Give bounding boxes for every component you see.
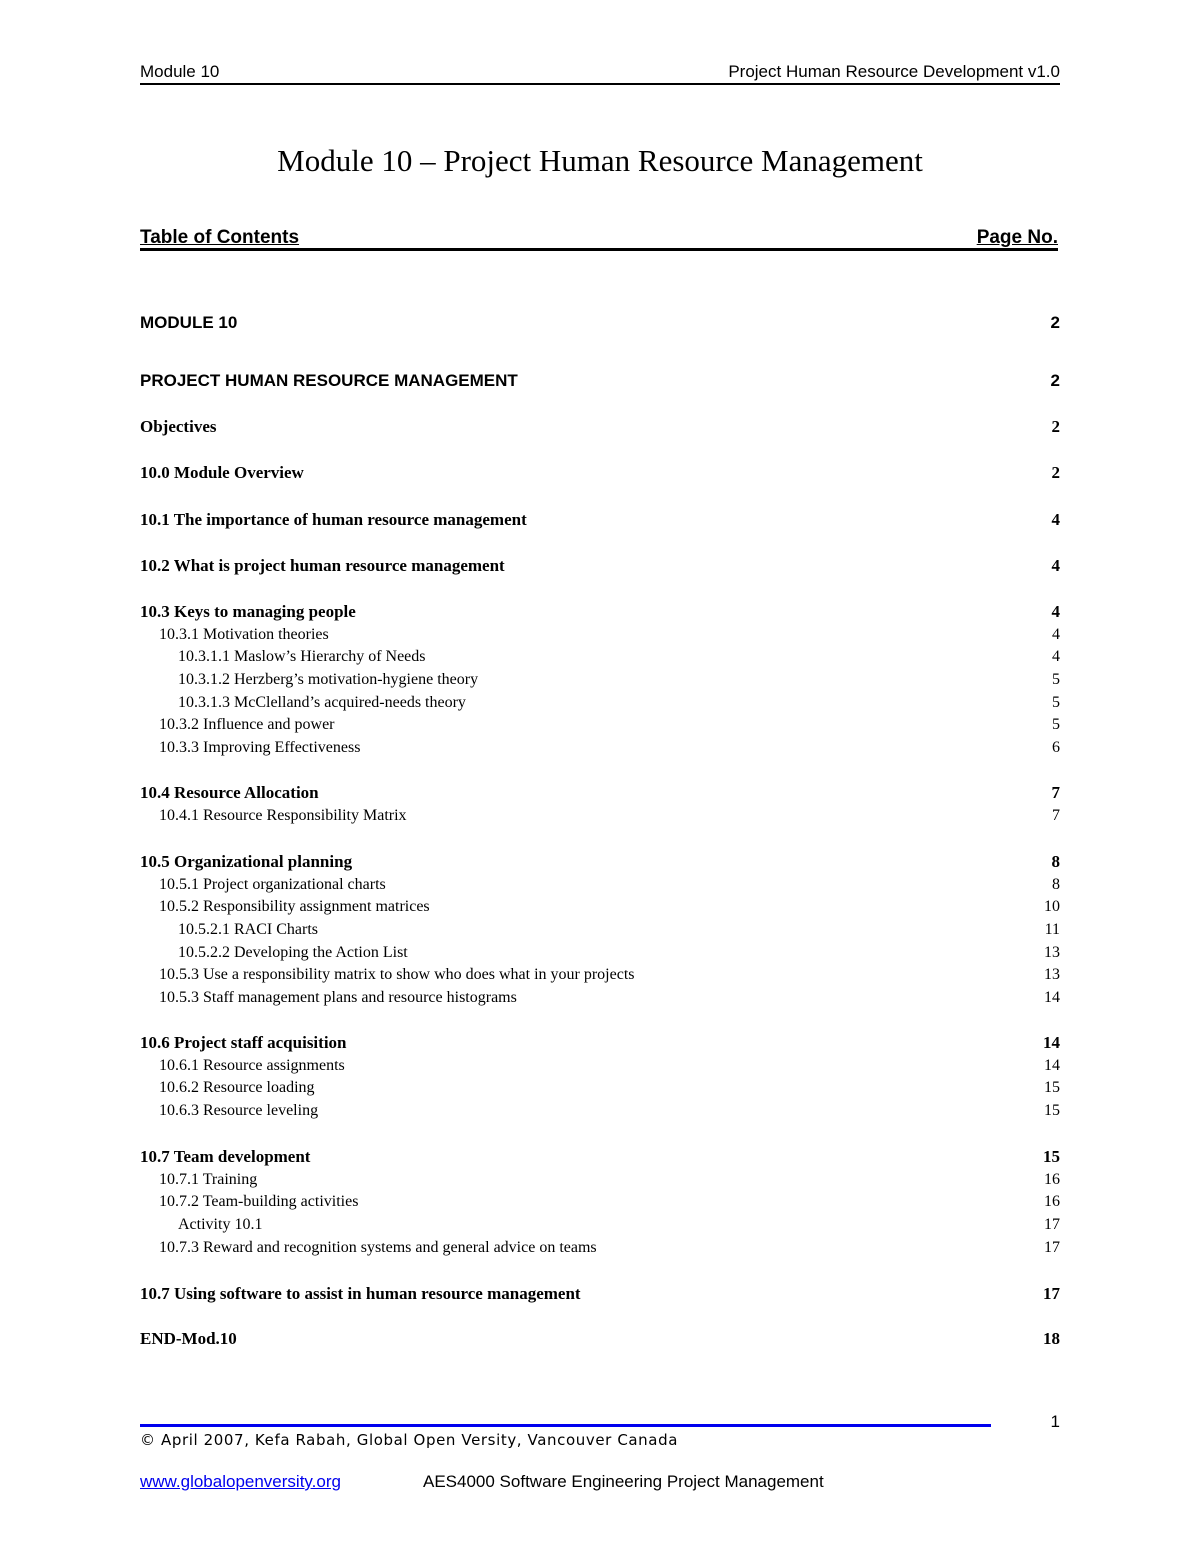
toc-entry-title: MODULE 10 (140, 313, 238, 332)
toc-entry-page: 11 (1044, 921, 1060, 938)
toc-entry[interactable] (140, 987, 1060, 1009)
toc-entry-title: 10.3.1 Motivation theories (159, 626, 329, 643)
toc-entry-title: Objectives (140, 417, 217, 436)
toc-entry[interactable] (140, 851, 1060, 873)
toc-entry-page: 10 (1044, 898, 1060, 915)
toc-entry-title: 10.3.1.1 Maslow’s Hierarchy of Needs (178, 648, 426, 665)
toc-entry-page: 2 (1051, 463, 1060, 482)
toc-entry-page: 7 (1052, 807, 1060, 824)
toc-entry[interactable] (140, 601, 1060, 623)
toc-entry[interactable] (140, 370, 1060, 392)
toc-entry-page: 17 (1044, 1239, 1060, 1256)
toc-entry[interactable] (140, 714, 1060, 736)
toc-entry-page: 4 (1051, 556, 1060, 575)
toc-entry-title: 10.5.3 Use a responsibility matrix to show who does what in your projects (159, 966, 635, 983)
toc-entry-page: 5 (1052, 671, 1060, 688)
toc-entry-page: 15 (1043, 1147, 1060, 1166)
toc-entry-page: 17 (1043, 1284, 1060, 1303)
toc-entry-title: 10.6.3 Resource leveling (159, 1102, 319, 1119)
toc-entry-title: 10.6.1 Resource assignments (159, 1057, 345, 1074)
toc-entry-title: 10.5 Organizational planning (140, 852, 353, 871)
toc-entry-title: 10.4 Resource Allocation (140, 783, 319, 802)
toc-entry-page: 16 (1044, 1193, 1060, 1210)
toc-entry[interactable] (140, 1237, 1060, 1259)
toc-entry-page: 15 (1044, 1102, 1060, 1119)
toc-entry-title: 10.4.1 Resource Responsibility Matrix (159, 807, 407, 824)
toc-entry-page: 2 (1050, 371, 1060, 390)
toc-entry-page: 7 (1051, 783, 1060, 802)
toc-page-heading: Page No. (976, 227, 1058, 248)
toc-entry-title: 10.3 Keys to managing people (140, 602, 356, 621)
toc-entry[interactable] (140, 805, 1060, 827)
header-document-title: Project Human Resource Development v1.0 (728, 62, 1060, 81)
toc-entry-title: 10.0 Module Overview (140, 463, 304, 482)
toc-entry-page: 4 (1051, 510, 1060, 529)
toc-entry-title: 10.7.1 Training (159, 1171, 258, 1188)
toc-entry-page: 6 (1052, 739, 1060, 756)
toc-entry[interactable] (140, 919, 1060, 941)
toc-heading-divider (140, 248, 1058, 251)
toc-entry-title: 10.3.1.3 McClelland’s acquired-needs theory (178, 694, 466, 711)
toc-entry[interactable] (140, 509, 1060, 531)
toc-entry-page: 2 (1051, 417, 1060, 436)
toc-entry-title: 10.5.2 Responsibility assignment matrices (159, 898, 430, 915)
toc-heading: Table of Contents (140, 227, 300, 248)
toc-entry-page: 8 (1051, 852, 1060, 871)
toc-entry[interactable] (140, 896, 1060, 918)
toc-entry-title: 10.3.1.2 Herzberg’s motivation-hygiene theory (178, 671, 479, 688)
toc-entry-page: 15 (1044, 1079, 1060, 1096)
toc-entry-page: 4 (1052, 626, 1060, 643)
toc-entry-title: 10.1 The importance of human resource management (140, 510, 527, 529)
toc-entry-page: 13 (1044, 966, 1060, 983)
toc-entry-title: END-Mod.10 (140, 1329, 237, 1348)
toc-entry[interactable] (140, 416, 1060, 438)
toc-entry[interactable] (140, 312, 1060, 334)
footer-website-link[interactable]: www.globalopenversity.org (140, 1472, 341, 1491)
toc-entry-title: 10.6.2 Resource loading (159, 1079, 315, 1096)
toc-entry-title: 10.3.3 Improving Effectiveness (159, 739, 361, 756)
toc-entry[interactable] (140, 1032, 1060, 1054)
toc-entry[interactable] (140, 964, 1060, 986)
footer-divider (140, 1424, 991, 1427)
toc-entry-page: 14 (1044, 989, 1060, 1006)
toc-entry[interactable] (140, 1283, 1060, 1305)
toc-entry-page: 16 (1044, 1171, 1060, 1188)
toc-entry-title: 10.7 Using software to assist in human resource management (140, 1284, 581, 1303)
footer-page-number: 1 (1050, 1412, 1060, 1431)
toc-entry[interactable] (140, 1191, 1060, 1213)
toc-entry-page: 5 (1052, 716, 1060, 733)
toc-entry-title: 10.5.2.2 Developing the Action List (178, 944, 408, 961)
toc-entry-page: 14 (1043, 1033, 1060, 1052)
toc-entry-title: 10.7.2 Team-building activities (159, 1193, 359, 1210)
header-module-label: Module 10 (140, 62, 220, 81)
toc-entry[interactable] (140, 874, 1060, 896)
footer-copyright: © April 2007, Kefa Rabah, Global Open Versity, Vancouver Canada (140, 1431, 678, 1449)
toc-entry-page: 8 (1052, 876, 1060, 893)
toc-entry-page: 5 (1052, 694, 1060, 711)
toc-entry-page: 13 (1044, 944, 1060, 961)
toc-entry[interactable] (140, 646, 1060, 668)
toc-entry-page: 17 (1044, 1216, 1060, 1233)
toc-entry[interactable] (140, 1055, 1060, 1077)
running-header (140, 60, 1060, 84)
toc-entry-title: 10.7.3 Reward and recognition systems and general advice on teams (159, 1239, 597, 1256)
toc-entry-title: 10.7 Team development (140, 1147, 311, 1166)
toc-entry[interactable] (140, 462, 1060, 484)
toc-entry[interactable] (140, 1146, 1060, 1168)
toc-entry-page: 4 (1051, 602, 1060, 621)
toc-entry-title: PROJECT HUMAN RESOURCE MANAGEMENT (140, 371, 518, 390)
toc-entry[interactable] (140, 1077, 1060, 1099)
toc-entry[interactable] (140, 669, 1060, 691)
toc-entry-page: 2 (1050, 313, 1060, 332)
toc-entry[interactable] (140, 942, 1060, 964)
toc-entry[interactable] (140, 1169, 1060, 1191)
toc-entry-title: 10.5.1 Project organizational charts (159, 876, 386, 893)
toc-entry[interactable] (140, 692, 1060, 714)
toc-entry-title: 10.2 What is project human resource management (140, 556, 505, 575)
toc-entry-page: 14 (1044, 1057, 1060, 1074)
toc-entry[interactable] (140, 555, 1060, 577)
toc-entry-title: 10.5.2.1 RACI Charts (178, 921, 318, 938)
page-title: Module 10 – Project Human Resource Management (277, 143, 923, 178)
toc-entry-title: 10.6 Project staff acquisition (140, 1033, 347, 1052)
header-divider (140, 83, 1060, 85)
footer-course-title: AES4000 Software Engineering Project Management (423, 1472, 824, 1491)
toc-entry-title: 10.5.3 Staff management plans and resource histograms (159, 989, 517, 1006)
toc-entry[interactable] (140, 1214, 1060, 1236)
toc-entry[interactable] (140, 624, 1060, 646)
toc-entry[interactable] (140, 1100, 1060, 1122)
toc-entry-title: Activity 10.1 (178, 1216, 263, 1233)
toc-entry-page: 4 (1052, 648, 1060, 665)
toc-entry[interactable] (140, 1328, 1060, 1350)
toc-entry[interactable] (140, 737, 1060, 759)
toc-entry[interactable] (140, 782, 1060, 804)
toc-entry-page: 18 (1043, 1329, 1060, 1348)
toc-entry-title: 10.3.2 Influence and power (159, 716, 335, 733)
